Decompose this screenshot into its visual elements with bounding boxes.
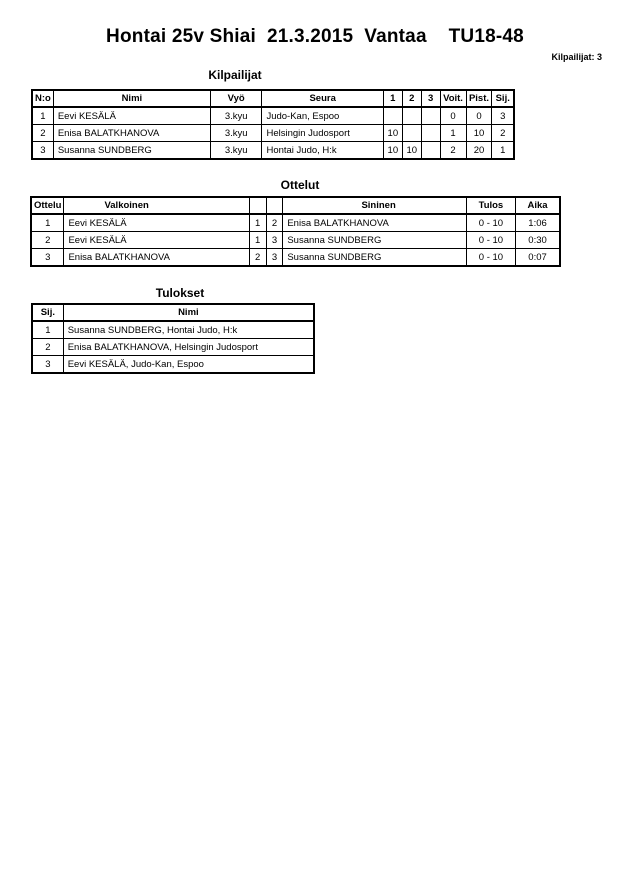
result-name: Enisa BALATKHANOVA, Helsingin Judosport: [63, 339, 314, 356]
column-header: Nimi: [53, 90, 210, 107]
matches-header-row: [31, 197, 560, 214]
blue-number: 2: [266, 214, 283, 232]
table-row: [31, 214, 560, 232]
column-header: 2: [402, 90, 421, 107]
white-competitor: Enisa BALATKHANOVA: [64, 249, 249, 267]
match-number: 2: [31, 232, 64, 249]
table-row: [32, 142, 514, 160]
column-header: Sininen: [283, 197, 466, 214]
round-1-score: [383, 107, 402, 125]
page-title: Hontai 25v Shiai 21.3.2015 Vantaa TU18-48: [106, 26, 524, 47]
match-result: 0 - 10: [466, 214, 515, 232]
placement: 1: [492, 142, 514, 160]
result-place: 2: [32, 339, 63, 356]
result-place: 3: [32, 356, 63, 374]
points: 0: [466, 107, 492, 125]
result-name: Eevi KESÄLÄ, Judo-Kan, Espoo: [63, 356, 314, 374]
white-number: 1: [249, 232, 266, 249]
matches-table: [30, 196, 561, 267]
wins: 2: [440, 142, 466, 160]
match-number: 1: [31, 214, 64, 232]
column-header: Ottelu: [31, 197, 64, 214]
table-row: [32, 339, 314, 356]
competitors-header-row: [32, 90, 514, 107]
round-2-score: [402, 125, 421, 142]
table-row: [32, 125, 514, 142]
results-header-row: [32, 304, 314, 321]
column-header: Valkoinen: [64, 197, 249, 214]
competitor-number: 3: [32, 142, 53, 160]
result-place: 1: [32, 321, 63, 339]
blue-number: 3: [266, 232, 283, 249]
competitors-table: [31, 89, 515, 160]
column-header: Sij.: [492, 90, 514, 107]
competitor-club: Judo-Kan, Espoo: [262, 107, 383, 125]
wins: 0: [440, 107, 466, 125]
white-competitor: Eevi KESÄLÄ: [64, 214, 249, 232]
points: 20: [466, 142, 492, 160]
blue-competitor: Enisa BALATKHANOVA: [283, 214, 466, 232]
results-section-title: Tulokset: [155, 286, 205, 300]
round-2-score: 10: [402, 142, 421, 160]
column-header: N:o: [32, 90, 53, 107]
round-3-score: [421, 107, 440, 125]
match-number: 3: [31, 249, 64, 267]
white-competitor: Eevi KESÄLÄ: [64, 232, 249, 249]
white-number: 1: [249, 214, 266, 232]
round-1-score: 10: [383, 142, 402, 160]
competitor-name: Susanna SUNDBERG: [53, 142, 210, 160]
blue-competitor: Susanna SUNDBERG: [283, 249, 466, 267]
points: 10: [466, 125, 492, 142]
column-header: Aika: [516, 197, 560, 214]
competitor-belt: 3.kyu: [210, 125, 262, 142]
table-row: [31, 249, 560, 267]
round-3-score: [421, 125, 440, 142]
competitor-belt: 3.kyu: [210, 107, 262, 125]
column-header: 3: [421, 90, 440, 107]
column-header: Tulos: [466, 197, 515, 214]
competitor-number: 1: [32, 107, 53, 125]
column-header: [266, 197, 283, 214]
column-header: Vyö: [210, 90, 262, 107]
column-header: [249, 197, 266, 214]
round-1-score: 10: [383, 125, 402, 142]
match-time: 0:30: [516, 232, 560, 249]
wins: 1: [440, 125, 466, 142]
competitor-name: Eevi KESÄLÄ: [53, 107, 210, 125]
placement: 2: [492, 125, 514, 142]
competitor-name: Enisa BALATKHANOVA: [53, 125, 210, 142]
placement: 3: [492, 107, 514, 125]
column-header: 1: [383, 90, 402, 107]
matches-section-title: Ottelut: [280, 178, 320, 192]
white-number: 2: [249, 249, 266, 267]
match-time: 0:07: [516, 249, 560, 267]
table-row: [32, 321, 314, 339]
blue-number: 3: [266, 249, 283, 267]
column-header: Seura: [262, 90, 383, 107]
column-header: Pist.: [466, 90, 492, 107]
result-name: Susanna SUNDBERG, Hontai Judo, H:k: [63, 321, 314, 339]
match-result: 0 - 10: [466, 249, 515, 267]
competitors-section-title: Kilpailijat: [208, 68, 262, 82]
participant-count: Kilpailijat: 3: [551, 52, 602, 62]
match-time: 1:06: [516, 214, 560, 232]
round-3-score: [421, 142, 440, 160]
competitor-number: 2: [32, 125, 53, 142]
competitor-belt: 3.kyu: [210, 142, 262, 160]
blue-competitor: Susanna SUNDBERG: [283, 232, 466, 249]
match-result: 0 - 10: [466, 232, 515, 249]
round-2-score: [402, 107, 421, 125]
competitor-club: Helsingin Judosport: [262, 125, 383, 142]
table-row: [31, 232, 560, 249]
column-header: Nimi: [63, 304, 314, 321]
column-header: Sij.: [32, 304, 63, 321]
results-table: [31, 303, 315, 374]
competitor-club: Hontai Judo, H:k: [262, 142, 383, 160]
column-header: Voit.: [440, 90, 466, 107]
table-row: [32, 107, 514, 125]
table-row: [32, 356, 314, 374]
